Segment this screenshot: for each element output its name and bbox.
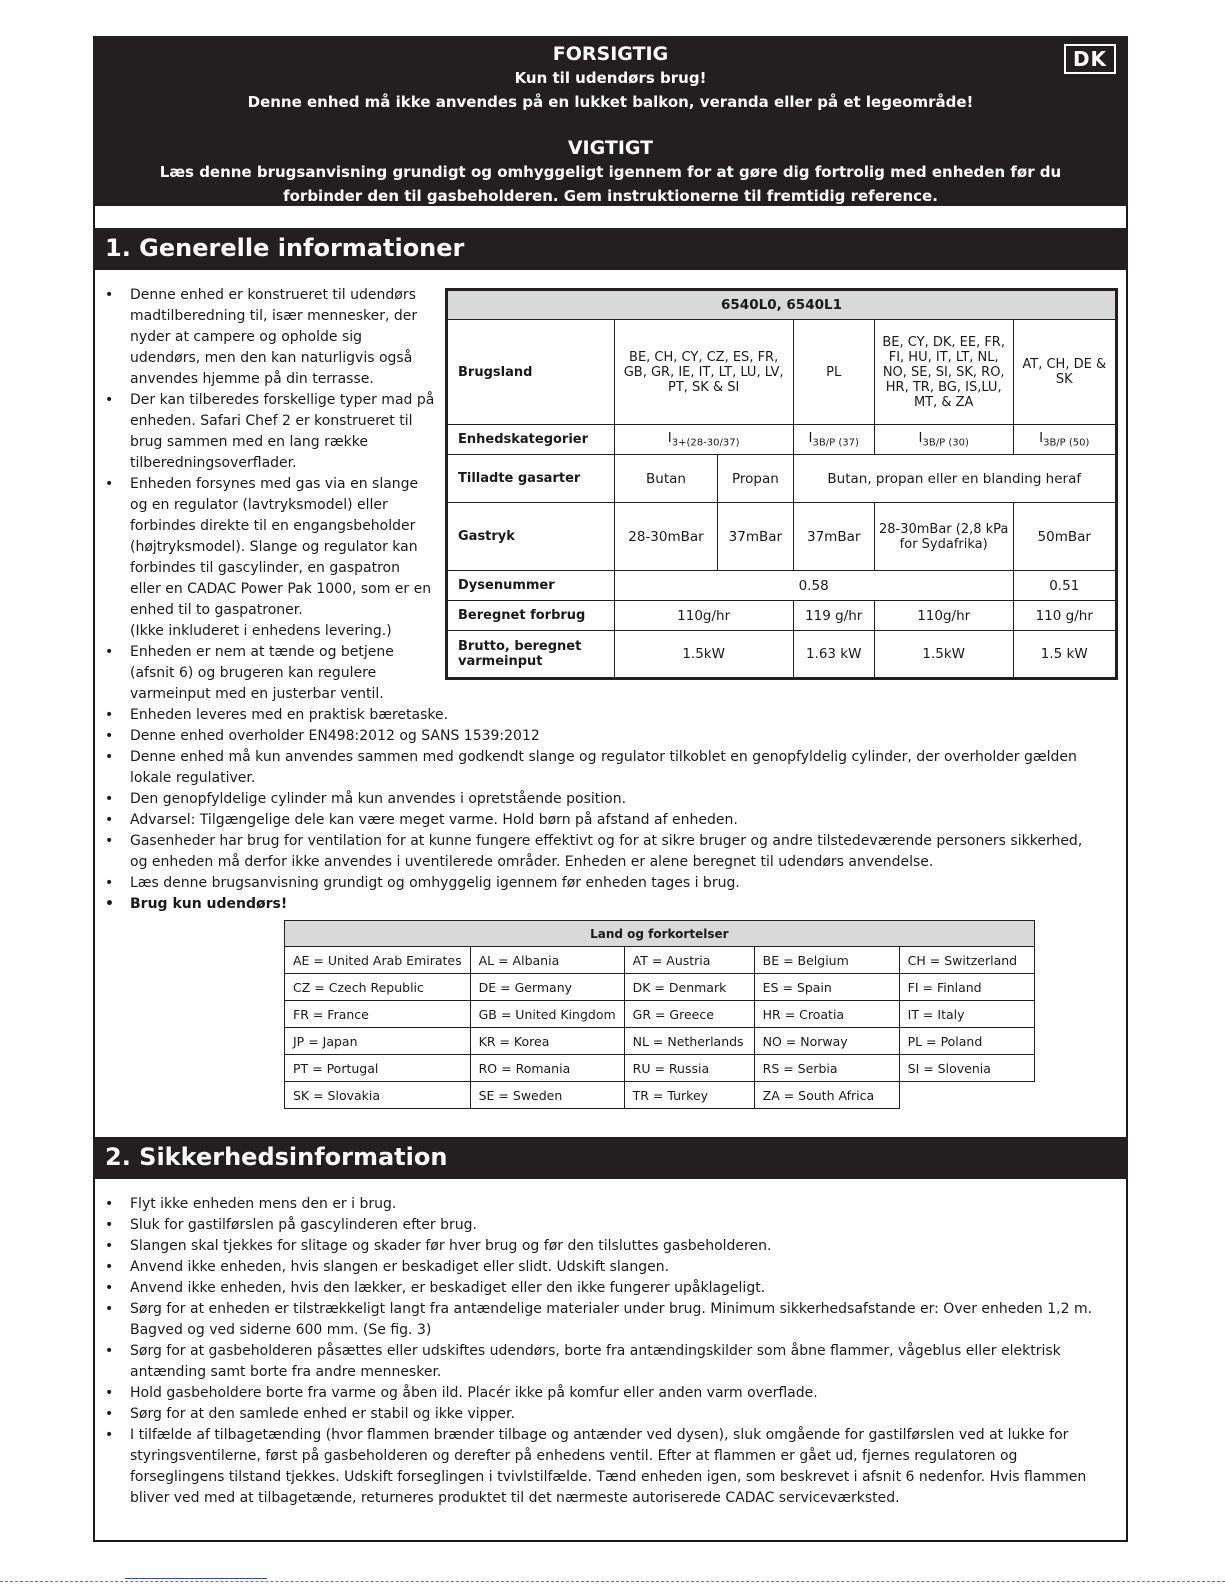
gastryk-c1b: 37mBar xyxy=(718,503,793,571)
list-item: • Anvend ikke enheden, hvis slangen er beskadiget eller slidt. Udskift slangen. xyxy=(93,1257,1093,1278)
brugsland-c3: BE, CY, DK, EE, FR, FI, HU, IT, LT, NL, NO, SE, SI, SK, RO, HR, TR, BG, IS,LU, MT, & ZA xyxy=(874,320,1013,425)
table-cell: BE = Belgium xyxy=(754,947,899,974)
list-item: • Anvend ikke enheden, hvis den lækker, er beskadiget eller den ikke fungerer upåklageligt. xyxy=(93,1278,1093,1299)
page-bottom-rule xyxy=(0,1581,1225,1582)
table-cell: KR = Korea xyxy=(470,1028,624,1055)
important-title: VIGTIGT xyxy=(567,137,654,159)
row-label-varmeinput: Brutto, beregnet varmeinput xyxy=(447,631,615,679)
table-cell: FI = Finland xyxy=(899,974,1034,1001)
row-label-kategori: Enhedskategorier xyxy=(447,425,615,455)
country-badge: DK xyxy=(1064,44,1116,74)
varmeinput-c3: 1.5kW xyxy=(874,631,1013,679)
kategori-c2: $I_{3B/P (37)}$ xyxy=(793,425,874,455)
table-cell: PT = Portugal xyxy=(285,1055,471,1082)
varmeinput-c4: 1.5 kW xyxy=(1013,631,1117,679)
gastryk-c4: 50mBar xyxy=(1013,503,1117,571)
table-cell: AE = United Arab Emirates xyxy=(285,947,471,974)
list-item: • Flyt ikke enheden mens den er i brug. xyxy=(93,1194,1093,1215)
table-cell: GR = Greece xyxy=(624,1001,754,1028)
list-item: • Denne enhed må kun anvendes sammen med godkendt slange og regulator tilkoblet en genopfyldelig cylinder, der overholder gælden lokale regulativer. xyxy=(93,747,1093,789)
section-2-header xyxy=(93,1137,1128,1179)
list-item: • Enheden leveres med en praktisk bæretaske. xyxy=(93,705,1093,726)
table-cell: RU = Russia xyxy=(624,1055,754,1082)
list-item: • Advarsel: Tilgængelige dele kan være meget varme. Hold børn på afstand af enheden. xyxy=(93,810,1093,831)
kategori-c1: $I_{3+(28-30/37)}$ xyxy=(614,425,793,455)
table-cell: GB = United Kingdom xyxy=(470,1001,624,1028)
list-item: • Sluk for gastilførslen på gascylinderen efter brug. xyxy=(93,1215,1093,1236)
table-cell: RO = Romania xyxy=(470,1055,624,1082)
table-cell-empty xyxy=(899,1082,1034,1109)
kategori-c4: $I_{3B/P (50)}$ xyxy=(1013,425,1117,455)
spec-table xyxy=(445,288,1118,680)
section-1-title: 1. Generelle informationer xyxy=(105,234,465,262)
list-item: • Denne enhed er konstrueret til udendørs madtilberedning til, især mennesker, der nyder at campere og opholde sig udendørs, men den kan naturligvis også anvendes hjemme på din terrasse. xyxy=(93,285,435,390)
kategori-c3: $I_{3B/P (30)}$ xyxy=(874,425,1013,455)
table-cell: ES = Spain xyxy=(754,974,899,1001)
table-cell: AL = Albania xyxy=(470,947,624,974)
dyse-c4: 0.51 xyxy=(1013,571,1117,601)
table-cell: NL = Netherlands xyxy=(624,1028,754,1055)
page-bottom-link-underline xyxy=(125,1578,267,1579)
table-cell: SK = Slovakia xyxy=(285,1082,471,1109)
row-label-dyse: Dysenummer xyxy=(447,571,615,601)
gasarter-butan: Butan xyxy=(614,455,717,503)
table-cell: DE = Germany xyxy=(470,974,624,1001)
list-item: • Brug kun udendørs! xyxy=(93,894,1093,915)
warning-header xyxy=(93,36,1128,206)
table-cell: DK = Denmark xyxy=(624,974,754,1001)
country-table-title: Land og forkortelser xyxy=(285,921,1035,947)
bullet-note: (Ikke inkluderet i enhedens levering.) xyxy=(130,623,392,639)
row-label-gastryk: Gastryk xyxy=(447,503,615,571)
gastryk-c3: 28-30mBar (2,8 kPa for Sydafrika) xyxy=(874,503,1013,571)
list-item: • Denne enhed overholder EN498:2012 og SANS 1539:2012 xyxy=(93,726,1093,747)
list-item: • Sørg for at enheden er tilstrækkeligt langt fra antændelige materialer under brug. Minimum sikkerhedsafstande er: Over enheden 1,2 m. Bagved og ved siderne 600 mm. (Se fig. 3) xyxy=(93,1299,1093,1341)
section-1-bullets-wide xyxy=(93,705,1093,915)
section-2-bullets xyxy=(93,1194,1093,1509)
forbrug-c4: 110 g/hr xyxy=(1013,601,1117,631)
important-line-1: Læs denne brugsanvisning grundigt og omhyggeligt igennem for at gøre dig fortrolig med enheden før du xyxy=(159,163,1062,181)
list-item: • I tilfælde af tilbagetænding (hvor flammen brænder tilbage og antænder ved dysen), sluk omgående for gastilførslen ved at lukke for styringsventilerne, først på gasbeholderen og derefter på enhedens ventil. Efter at flammen er gået ud, fjernes regulatoren og forseglingens tilstand tjekkes. Udskift forseglingen i tvivlstilfælde. Tænd enheden igen, som beskrevet i afsnit 6 nedenfor. Hvis flammen bliver ved med at tilbagetænde, returneres produktet til det nærmeste autoriserede CADAC serviceværksted. xyxy=(93,1425,1093,1509)
row-label-gasarter: Tilladte gasarter xyxy=(447,455,615,503)
list-item xyxy=(93,474,435,642)
table-cell: IT = Italy xyxy=(899,1001,1034,1028)
bullet-text: Enheden forsynes med gas via en slange og en regulator (lavtryksmodel) eller forbindes direkte til en engangsbeholder (højtryksmodel). Slange og regulator kan forbindes til gascylinder, en gaspatron eller en CADAC Power Pak 1000, som er en enhed til to gaspatroner. xyxy=(130,476,432,618)
forbrug-c1: 110g/hr xyxy=(614,601,793,631)
varmeinput-c1: 1.5kW xyxy=(614,631,793,679)
section-2-title: 2. Sikkerhedsinformation xyxy=(105,1143,448,1171)
list-item: • Læs denne brugsanvisning grundigt og omhyggelig igennem før enheden tages i brug. xyxy=(93,873,1093,894)
gastryk-c1a: 28-30mBar xyxy=(614,503,717,571)
table-cell: AT = Austria xyxy=(624,947,754,974)
table-cell: SI = Slovenia xyxy=(899,1055,1034,1082)
row-label-brugsland: Brugsland xyxy=(447,320,615,425)
table-cell: RS = Serbia xyxy=(754,1055,899,1082)
caution-title: FORSIGTIG xyxy=(552,43,669,65)
table-cell: CH = Switzerland xyxy=(899,947,1034,974)
gastryk-c2: 37mBar xyxy=(793,503,874,571)
list-item: • Sørg for at den samlede enhed er stabil og ikke vipper. xyxy=(93,1404,1093,1425)
gasarter-propan: Propan xyxy=(718,455,793,503)
table-cell: HR = Croatia xyxy=(754,1001,899,1028)
brugsland-c1: BE, CH, CY, CZ, ES, FR, GB, GR, IE, IT, LT, LU, LV, PT, SK & SI xyxy=(614,320,793,425)
list-item: • Slangen skal tjekkes for slitage og skader før hver brug og før den tilsluttes gasbeholderen. xyxy=(93,1236,1093,1257)
caution-line-1: Kun til udendørs brug! xyxy=(514,69,707,87)
list-item: • Hold gasbeholdere borte fra varme og åben ild. Placér ikke på komfur eller anden varm overflade. xyxy=(93,1383,1093,1404)
table-cell: JP = Japan xyxy=(285,1028,471,1055)
dyse-c1: 0.58 xyxy=(614,571,1013,601)
brugsland-c4: AT, CH, DE & SK xyxy=(1013,320,1117,425)
list-item: • Den genopfyldelige cylinder må kun anvendes i opretstående position. xyxy=(93,789,1093,810)
table-cell: TR = Turkey xyxy=(624,1082,754,1109)
table-cell: FR = France xyxy=(285,1001,471,1028)
important-line-2: forbinder den til gasbeholderen. Gem instruktionerne til fremtidig reference. xyxy=(283,187,938,205)
table-cell: SE = Sweden xyxy=(470,1082,624,1109)
varmeinput-c2: 1.63 kW xyxy=(793,631,874,679)
table-cell: PL = Poland xyxy=(899,1028,1034,1055)
list-item: • Sørg for at gasbeholderen påsættes eller udskiftes udendørs, borte fra antændingskilder som åbne flammer, vågeblus eller elektrisk antænding samt borte fra andre mennesker. xyxy=(93,1341,1093,1383)
section-1-bullets-narrow xyxy=(93,285,435,705)
table-cell: NO = Norway xyxy=(754,1028,899,1055)
list-item: • Enheden er nem at tænde og betjene (afsnit 6) og brugeren kan regulere varmeinput med en justerbar ventil. xyxy=(93,642,435,705)
forbrug-c3: 110g/hr xyxy=(874,601,1013,631)
country-table xyxy=(284,920,1035,1109)
list-item: • Gasenheder har brug for ventilation for at kunne fungere effektivt og for at sikre bruger og andre tilstedeværende personers sikkerhed, og enheden må derfor ikke anvendes i uventilerede områder. Enheden er alene beregnet til udendørs anvendelse. xyxy=(93,831,1093,873)
section-1-header xyxy=(93,228,1128,270)
row-label-forbrug: Beregnet forbrug xyxy=(447,601,615,631)
table-cell: ZA = South Africa xyxy=(754,1082,899,1109)
table-cell: CZ = Czech Republic xyxy=(285,974,471,1001)
gasarter-blanding: Butan, propan eller en blanding heraf xyxy=(793,455,1116,503)
brugsland-c2: PL xyxy=(793,320,874,425)
list-item: • Der kan tilberedes forskellige typer mad på enheden. Safari Chef 2 er konstrueret til brug sammen med en lang række tilberedningsoverflader. xyxy=(93,390,435,474)
caution-line-2: Denne enhed må ikke anvendes på en lukket balkon, veranda eller på et legeområde! xyxy=(247,93,974,111)
forbrug-c2: 119 g/hr xyxy=(793,601,874,631)
model-header: 6540L0, 6540L1 xyxy=(447,290,1117,320)
